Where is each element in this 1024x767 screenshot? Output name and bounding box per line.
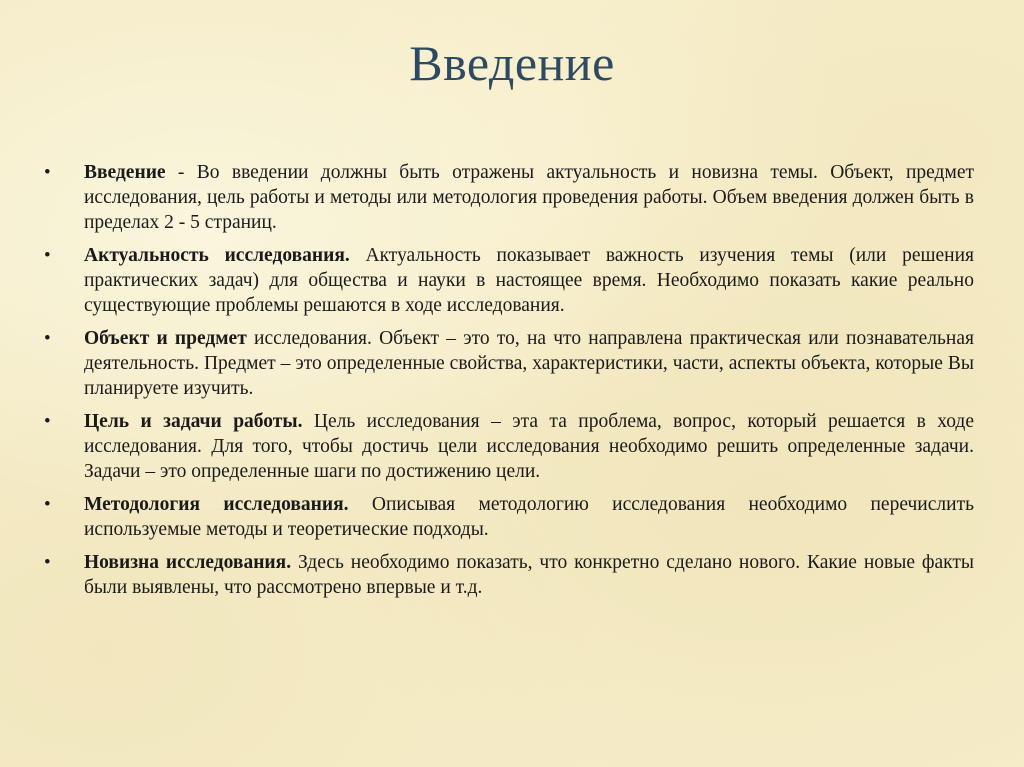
- bullet-text: Актуальность показывает важность изучения темы (или решения практических задач) для общества и науки в настоящее время. Необходимо показать какие реально существующие проблемы решаются в ходе исследования.: [84, 245, 974, 316]
- bullet-text: Цель исследования – эта та проблема, вопрос, который решается в ходе исследования. Для того, чтобы достичь цели исследования необходимо решить определенные задачи. Задачи – это определенные шаги по достижению цели.: [84, 411, 974, 482]
- bullet-heading: Объект и предмет: [84, 328, 247, 349]
- bullet-item-introduction: [44, 160, 974, 235]
- bullet-heading: Актуальность исследования.: [84, 245, 350, 266]
- bullet-icon: •: [44, 245, 51, 266]
- bullet-item-methodology: [44, 492, 974, 542]
- bullet-heading: Новизна исследования.: [84, 552, 292, 573]
- bullet-icon: •: [44, 162, 51, 183]
- bullet-item-goals-tasks: [44, 409, 974, 484]
- bullet-text: - Во введении должны быть отражены актуальность и новизна темы. Объект, предмет исследования, цель работы и методы или методология проведения работы. Объем введения должен быть в пределах 2 - 5 страниц.: [84, 162, 974, 233]
- bullet-heading: Введение: [84, 162, 166, 183]
- bullet-item-novelty: [44, 550, 974, 600]
- bullet-item-object-subject: [44, 326, 974, 401]
- slide-title: Введение: [409, 35, 615, 91]
- bullet-icon: •: [44, 328, 51, 349]
- bullet-text: Описывая методологию исследования необходимо перечислить используемые методы и теоретические подходы.: [84, 494, 974, 540]
- bullet-text: исследования. Объект – это то, на что направлена практическая или познавательная деятельность. Предмет – это определенные свойства, характеристики, части, аспекты объекта, которые Вы планируете изучить.: [84, 328, 974, 399]
- bullet-icon: •: [44, 411, 51, 432]
- bullet-icon: •: [44, 552, 51, 573]
- bullet-item-relevance: [44, 243, 974, 318]
- bullet-heading: Цель и задачи работы.: [84, 411, 303, 432]
- bullet-text: Здесь необходимо показать, что конкретно сделано нового. Какие новые факты были выявлены, что рассмотрено впервые и т.д.: [84, 552, 974, 598]
- bullet-list: [44, 160, 974, 608]
- bullet-heading: Методология исследования.: [84, 494, 349, 515]
- bullet-icon: •: [44, 494, 51, 515]
